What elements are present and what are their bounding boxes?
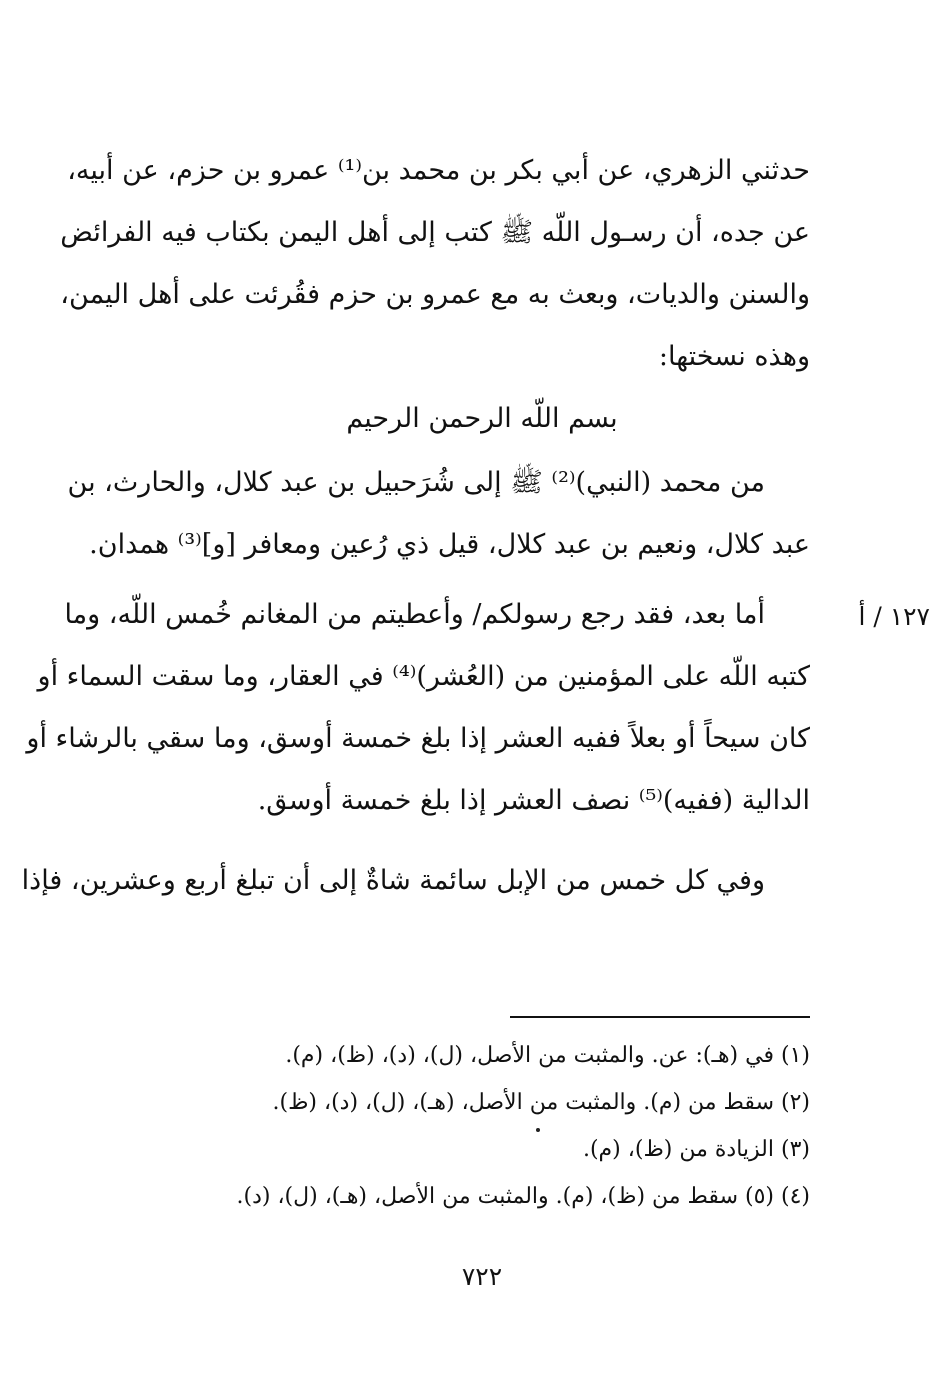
text-line: الدالية (ففيه)⁽⁵⁾ نصف العشر إذا بلغ خمسة أوسق. (257, 785, 810, 816)
text-line: والسنن والديات، وبعث به مع عمرو بن حزم فقُرئت على أهل اليمن، (60, 279, 810, 310)
footnote-item: (١) في (هـ): عن. والمثبت من الأصل، (ل)، (د)، (ظ)، (م). (285, 1043, 810, 1068)
paragraph-address (67, 452, 810, 576)
text-line: وفي كل خمس من الإبل سائمة شاةٌ إلى أن تبلغ أربع وعشرين، فإذا (21, 865, 765, 896)
paragraph-camels (21, 850, 810, 912)
footnote-item: (٤) (٥) سقط من (ظ)، (م). والمثبت من الأصل، (هـ)، (ل)، (د). (236, 1184, 810, 1209)
text-line: عن جده، أن رسـول اللّه ﷺ كتب إلى أهل اليمن بكتاب فيه الفرائض (60, 217, 810, 248)
footnote-divider (510, 1016, 810, 1018)
footnote-item: (٢) سقط من (م). والمثبت من الأصل، (هـ)، (ل)، (د)، (ظ). (272, 1090, 810, 1115)
text-line: عبد كلال، ونعيم بن عبد كلال، قيل ذي رُعين ومعافر [و]⁽³⁾ همدان. (89, 529, 810, 560)
footnotes (90, 1032, 810, 1220)
text-line: وهذه نسختها: (658, 341, 810, 372)
paragraph-isnad (60, 140, 810, 388)
footnote-item: (٣) الزيادة من (ظ)، (م). (582, 1137, 810, 1162)
page-number: ٧٢٢ (461, 1262, 503, 1291)
paragraph-letter-body (26, 584, 810, 832)
text-line: حدثني الزهري، عن أبي بكر بن محمد بن⁽¹⁾ عمرو بن حزم، عن أبيه، (67, 155, 810, 186)
ink-speck (536, 1128, 540, 1132)
manuscript-folio-marker: ١٢٧ / أ (858, 602, 930, 631)
text-line: من محمد (النبي)⁽²⁾ ﷺ إلى شُرَحبيل بن عبد كلال، والحارث، بن (67, 467, 765, 498)
text-line: كان سيحاً أو بعلاً ففيه العشر إذا بلغ خمسة أوسق، وما سقي بالرشاء أو (26, 723, 810, 754)
basmala-heading: بسم اللّه الرحمن الرحيم (346, 403, 618, 434)
text-line: أما بعد، فقد رجع رسولكم/ وأعطيتم من المغانم خُمس اللّه، وما (64, 599, 765, 630)
text-line: كتبه اللّه على المؤمنين من (العُشر)⁽⁴⁾ في العقار، وما سقت السماء أو (37, 661, 810, 692)
